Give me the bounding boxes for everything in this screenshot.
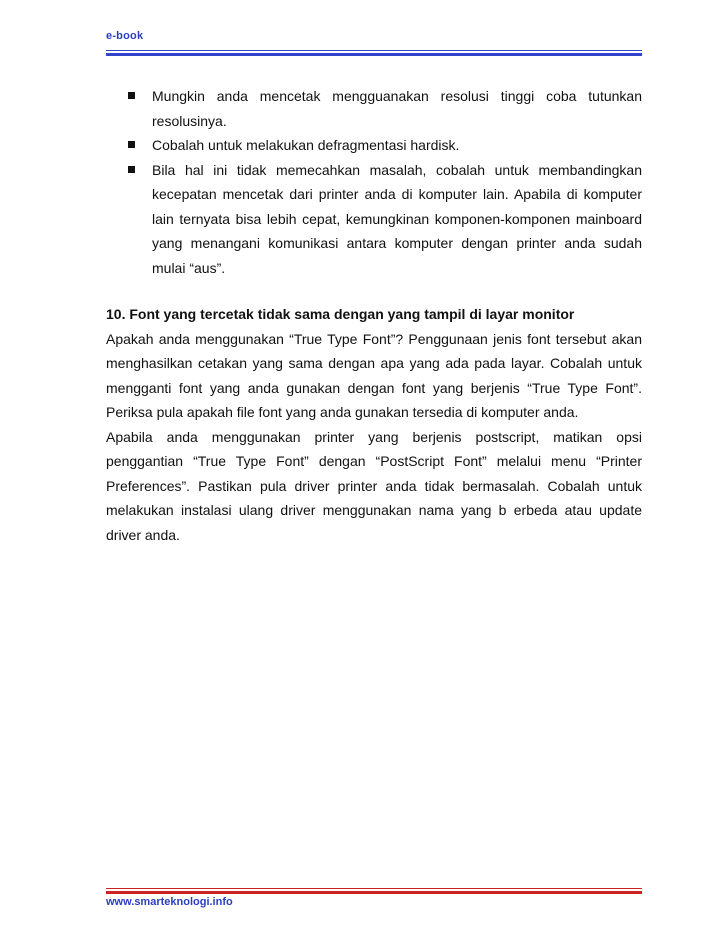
section-paragraph: Apabila anda menggunakan printer yang berjenis postscript, matikan opsi penggantian “True Type Font” dengan “PostScript Font” melalui menu “Printer Preferences”. Pastikan pula driver printer anda tidak bermasalah. Cobalah untuk melakukan instalasi ulang driver menggunakan nama yang b erbeda atau update driver anda. [106,428,642,543]
ebook-header-label: e-book [106,30,144,42]
section-heading: 10. Font yang tercetak tidak sama dengan yang tampil di layar monitor [106,306,575,322]
bullet-item [152,158,642,281]
bullet-item [152,84,642,133]
square-bullet-icon [128,166,135,173]
square-bullet-icon [128,141,135,148]
page-content [106,84,642,547]
bullet-list [106,84,642,280]
bullet-item [152,133,642,158]
footer-divider [106,888,642,894]
square-bullet-icon [128,92,135,99]
section-paragraph: Apakah anda menggunakan “True Type Font”? Penggunaan jenis font tersebut akan menghasilkan cetakan yang sama dengan apa yang ada pada layar. Cobalah untuk mengganti font yang anda gunakan dengan font yang berjenis “True Type Font”. Periksa pula apakah file font yang anda gunakan tersedia di komputer anda. [106,330,642,420]
footer-website-link[interactable]: www.smarteknologi.info [106,896,233,908]
header-divider [106,50,642,56]
bullet-text: Mungkin anda mencetak mengguanakan resolusi tinggi coba tutunkan resolusinya. [152,88,642,129]
bullet-text: Bila hal ini tidak memecahkan masalah, cobalah untuk membandingkan kecepatan mencetak dari printer anda di komputer lain. Apabila di komputer lain ternyata bisa lebih cepat, kemungkinan komponen-komponen mainboard yang menangani komunikasi antara komputer dengan printer anda sudah mulai “aus”. [152,161,642,276]
bullet-text: Cobalah untuk melakukan defragmentasi hardisk. [152,137,460,153]
